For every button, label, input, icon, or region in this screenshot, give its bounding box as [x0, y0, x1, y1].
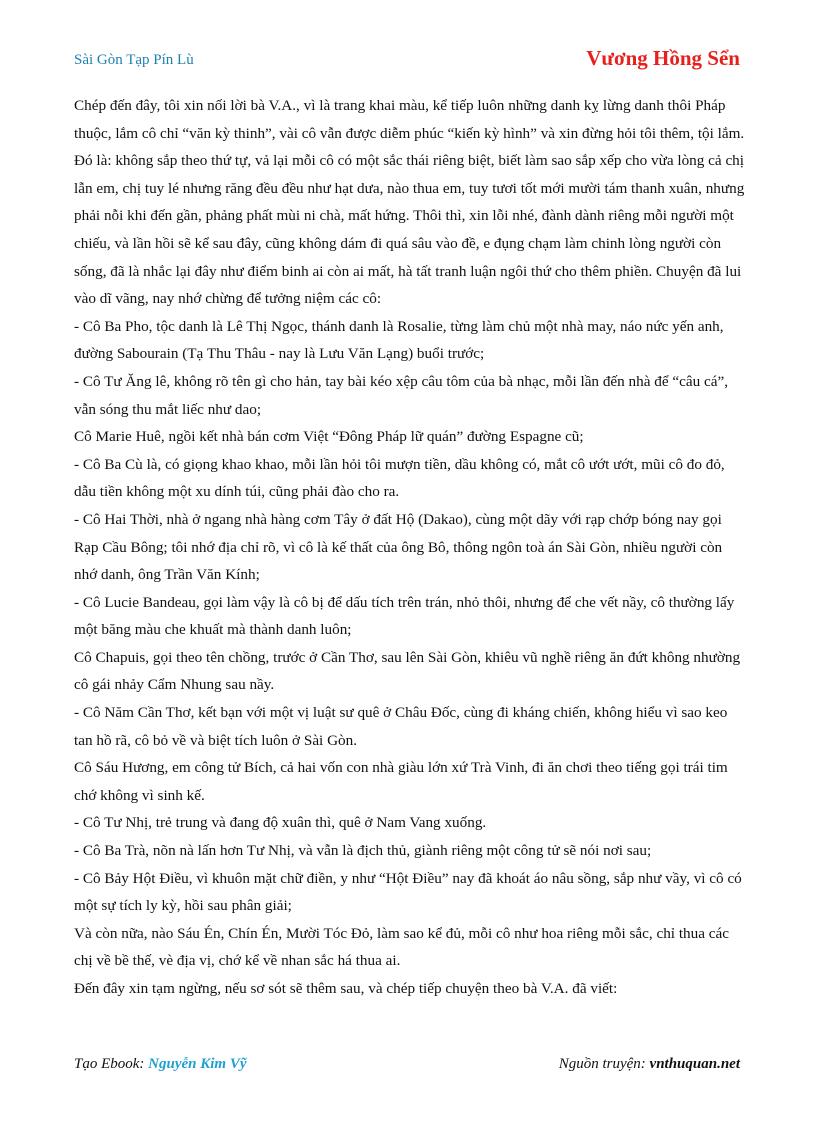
paragraph: Cô Sáu Hương, em công tử Bích, cả hai vốn con nhà giàu lớn xứ Trà Vinh, đi ăn chơi theo tiếng gọi trái tim chớ không vì sinh kế. [74, 759, 728, 804]
paragraph: Chép đến đây, tôi xin nối lời bà V.A., vì là trang khai màu, kể tiếp luôn những danh kỵ lừng danh thôi Pháp thuộc, lắm cô chỉ “văn kỳ thinh”, vài cô vẫn được diễm phúc “kiến kỳ hình” và xin đừng hỏi tôi thêm, tội lắm. Đó là: không sắp theo thứ tự, vả lại mỗi cô có một sắc thái riêng biệt, biết làm sao sắp xếp cho vừa lòng cả chị lẫn em, chị tuy lé nhưng răng đều đều như hạt dưa, nào thua em, tuy tươi tốt mới mười tám thanh xuân, nhưng phải nỗi khi đến gần, phảng phất mùi ni chà, mất hứng. Thôi thì, xin lỗi nhé, đành dành riêng mỗi người một chiếu, và lần hồi sẽ kể sau đây, cũng không dám đi quá sâu vào đề, e đụng chạm làm chinh lòng người còn sống, đã là nhắc lại đây như điểm binh ai còn ai mất, hà tất tranh luận ngôi thứ cho thêm phiền. Chuyện đã lui vào dĩ vãng, nay nhớ chừng để tưởng niệm các cô: [74, 97, 745, 308]
ebook-credit-name: Nguyễn Kim Vỹ [148, 1056, 247, 1072]
source-credit [559, 1056, 740, 1073]
paragraph: - Cô Bảy Hột Điều, vì khuôn mặt chữ điền, y như “Hột Điều” nay đã khoát áo nâu sồng, sắp như vầy, vì cô có một sự tích ly kỳ, hồi sau phân giải; [74, 869, 742, 915]
paragraph: - Cô Ba Trà, nõn nà lấn hơn Tư Nhị, và vẫn là địch thủ, giành riêng một công tử sẽ nói nơi sau; [74, 842, 652, 860]
paragraph: - Cô Ba Cù là, có giọng khao khao, mỗi lần hỏi tôi mượn tiền, dầu không có, mắt cô ướt ướt, mũi cô đo đỏ, dẫu tiền không một xu dính túi, cũng phải đào cho ra. [74, 455, 725, 501]
paragraph: Cô Marie Huê, ngồi kết nhà bán cơm Việt “Đông Pháp lữ quán” đường Espagne cũ; [74, 428, 584, 446]
paragraph: - Cô Ba Pho, tộc danh là Lê Thị Ngọc, thánh danh là Rosalie, từng làm chủ một nhà may, náo nức yến anh, đường Sabourain (Tạ Thu Thâu - nay là Lưu Văn Lạng) buổi trước; [74, 317, 724, 363]
paragraph: - Cô Hai Thời, nhà ở ngang nhà hàng cơm Tây ở đất Hộ (Dakao), cùng một dãy với rạp chớp bóng nay gọi Rạp Cầu Bông; tôi nhớ địa chỉ rõ, vì cô là kế thất của ông Bô, thông ngôn toà án Sài Gòn, nhiều người còn nhớ danh, ông Trần Văn Kính; [74, 510, 723, 584]
paragraph: - Cô Lucie Bandeau, gọi làm vậy là cô bị để dấu tích trên trán, nhỏ thôi, nhưng để che vết nầy, cô thường lấy một băng màu che khuất mà thành danh luôn; [74, 593, 735, 639]
book-title: Sài Gòn Tạp Pín Lù [74, 52, 194, 68]
body-text [74, 92, 746, 1003]
paragraph: - Cô Năm Cần Thơ, kết bạn với một vị luật sư quê ở Châu Đốc, cùng đi kháng chiến, không hiểu vì sao keo tan hồ rã, cô bỏ về và biệt tích luôn ở Sài Gòn. [74, 704, 728, 749]
paragraph: - Cô Tư Nhị, trẻ trung và đang độ xuân thì, quê ở Nam Vang xuống. [74, 814, 487, 832]
source-credit-separator: : [640, 1056, 650, 1072]
paragraph: - Cô Tư Ăng lê, không rõ tên gì cho hản, tay bài kéo xệp câu tôm của bà nhạc, mỗi lần đến nhà để “câu cá”, vẫn sóng thu mắt liếc như dao; [74, 372, 729, 418]
paragraph: Và còn nữa, nào Sáu Én, Chín Én, Mười Tóc Đỏ, làm sao kể đủ, mỗi cô như hoa riêng mỗi sắc, chỉ thua các chị về bề thế, vè địa vị, chớ kể về nhan sắc há thua ai. [74, 924, 729, 970]
source-credit-label: Nguồn truyện [558, 1056, 641, 1072]
ebook-credit-separator: : [139, 1056, 149, 1072]
source-credit-site: vnthuquan.net [649, 1056, 740, 1072]
author-name: Vương Hồng Sển [586, 46, 740, 70]
ebook-credit-label: Tạo Ebook [74, 1056, 140, 1072]
ebook-credit [74, 1056, 247, 1073]
paragraph: Đến đây xin tạm ngừng, nếu sơ sót sẽ thêm sau, và chép tiếp chuyện theo bà V.A. đã viết: [74, 980, 618, 997]
paragraph: Cô Chapuis, gọi theo tên chồng, trước ở Cần Thơ, sau lên Sài Gòn, khiêu vũ nghề riêng ăn đứt không nhường cô gái nhảy Cẩm Nhung sau nầy. [74, 648, 741, 694]
